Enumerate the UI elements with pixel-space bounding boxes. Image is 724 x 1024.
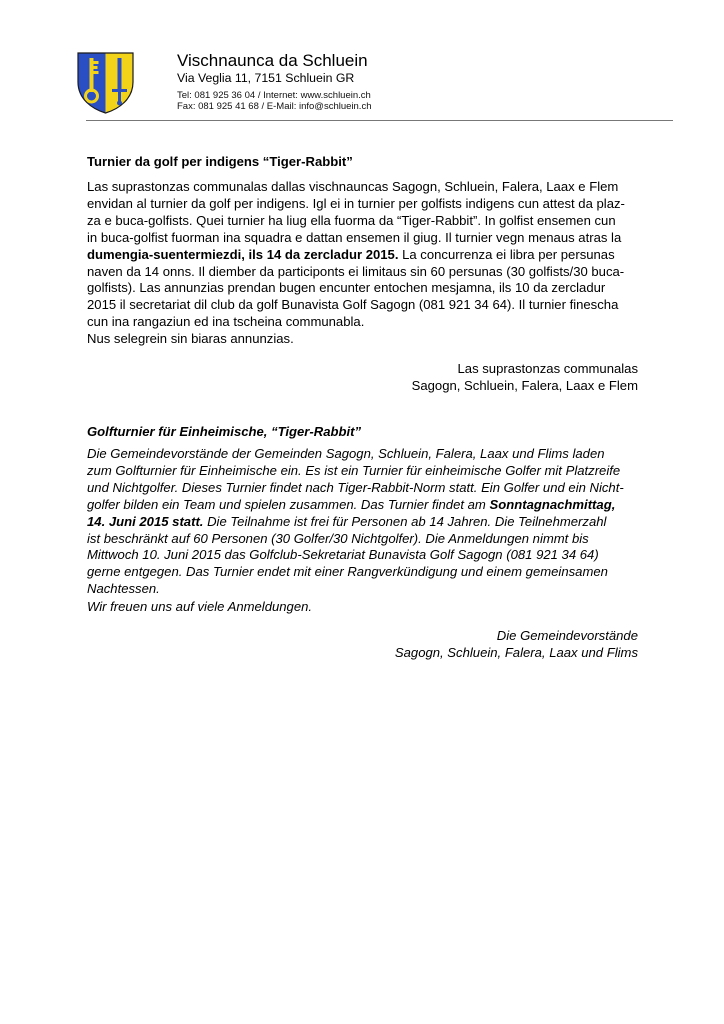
german-line-9: Nachtessen. (87, 581, 160, 597)
german-signature (395, 628, 638, 662)
romansh-line-5-rest: La concurrenza ei libra per persunas (398, 246, 615, 262)
romansh-date-bold: dumengia-suentermiezdi, ils 14 da zercladur 2015. (87, 246, 399, 262)
romansh-title: Turnier da golf per indigens “Tiger-Rabbit” (87, 154, 353, 169)
romansh-line-4: in buca-golfist fuorman ina squadra e dattan ensemen il giug. Il turnier vegn menaus atras la (87, 229, 622, 245)
romansh-signature (412, 361, 638, 395)
romansh-line-3: za e buca-golfists. Quei turnier ha liug ella fuorma da “Tiger-Rabbit”. In golfist ensemen cun (87, 212, 616, 228)
romansh-closing: Nus selegrein sin biaras annunzias. (87, 331, 294, 346)
header-divider (86, 120, 673, 121)
german-date-bold-1: Sonntagnachmittag, (489, 496, 616, 512)
romansh-signature-line-1: Las suprastonzas communalas (457, 361, 638, 376)
german-line-3: und Nichtgolfer. Dieses Turnier findet nach Tiger-Rabbit-Norm statt. Ein Golfer und ein Nicht- (87, 479, 624, 495)
german-line-6: ist beschränkt auf 60 Personen (30 Golfer/30 Nichtgolfer). Die Anmeldungen nimmt bis (87, 530, 589, 546)
romansh-line-6: naven da 14 onns. Il diember da participonts ei limitaus sin 60 persunas (30 golfists/30 buca- (87, 263, 625, 279)
romansh-line-1: Las suprastonzas communalas dallas vischnauncas Sagogn, Schluein, Falera, Laax e Flem (87, 179, 619, 194)
contact-line-phone-web: Tel: 081 925 36 04 / Internet: www.schluein.ch (177, 90, 371, 101)
romansh-line-8: 2015 il secretariat dil club da golf Bunavista Golf Sagogn (081 921 34 64). Il turnier finescha (87, 297, 619, 313)
fax-label: Fax: 081 925 41 68 / E-Mail: (177, 101, 299, 112)
german-line-4-text: golfer bilden ein Team und spielen zusammen. Das Turnier findet am (87, 496, 490, 512)
german-closing: Wir freuen uns auf viele Anmeldungen. (87, 599, 313, 614)
romansh-body (87, 179, 643, 331)
german-title: Golfturnier für Einheimische, “Tiger-Rabbit” (87, 424, 362, 439)
german-body (87, 446, 643, 598)
romansh-line-9: cun ina rangaziun ed ina tscheina communabla. (87, 314, 365, 330)
german-signature-line-1: Die Gemeindevorstände (496, 628, 638, 643)
german-signature-line-2: Sagogn, Schluein, Falera, Laax und Flims (394, 644, 638, 660)
romansh-signature-line-2: Sagogn, Schluein, Falera, Laax e Flem (411, 377, 638, 393)
german-line-2: zum Golfturnier für Einheimische ein. Es ist ein Turnier für einheimische Golfer mit Platzreife (87, 462, 621, 478)
german-line-7: Mittwoch 10. Juni 2015 das Golfclub-Sekretariat Bunavista Golf Sagogn (081 921 34 64) (87, 547, 599, 563)
german-line-5-rest: Die Teilnahme ist frei für Personen ab 14 Jahren. Die Teilnehmerzahl (203, 513, 607, 529)
municipal-crest-logo (77, 52, 134, 114)
contact-line-fax-email (177, 101, 371, 112)
romansh-line-2: envidan al turnier da golf per indigens. Igl ei in turnier per golfists indigens cun attest da plaz- (87, 195, 625, 211)
org-name: Vischnaunca da Schluein (177, 51, 368, 70)
german-line-1: Die Gemeindevorstände der Gemeinden Sagogn, Schluein, Falera, Laax und Flims laden (87, 446, 605, 461)
german-line-8: gerne entgegen. Das Turnier endet mit einer Rangverkündigung und einem gemeinsamen (87, 564, 608, 580)
german-date-bold-2: 14. Juni 2015 statt. (87, 513, 204, 529)
german-line-4 (87, 497, 643, 514)
romansh-line-7: golfists). Las annunzias prendan bugen encunter entochen mesjamna, ils 10 da zercladur (87, 280, 606, 296)
german-line-5 (87, 514, 643, 531)
email-link[interactable]: info@schluein.ch (298, 101, 372, 112)
org-address: Via Veglia 11, 7151 Schluein GR (177, 71, 355, 85)
romansh-line-5 (87, 247, 643, 264)
